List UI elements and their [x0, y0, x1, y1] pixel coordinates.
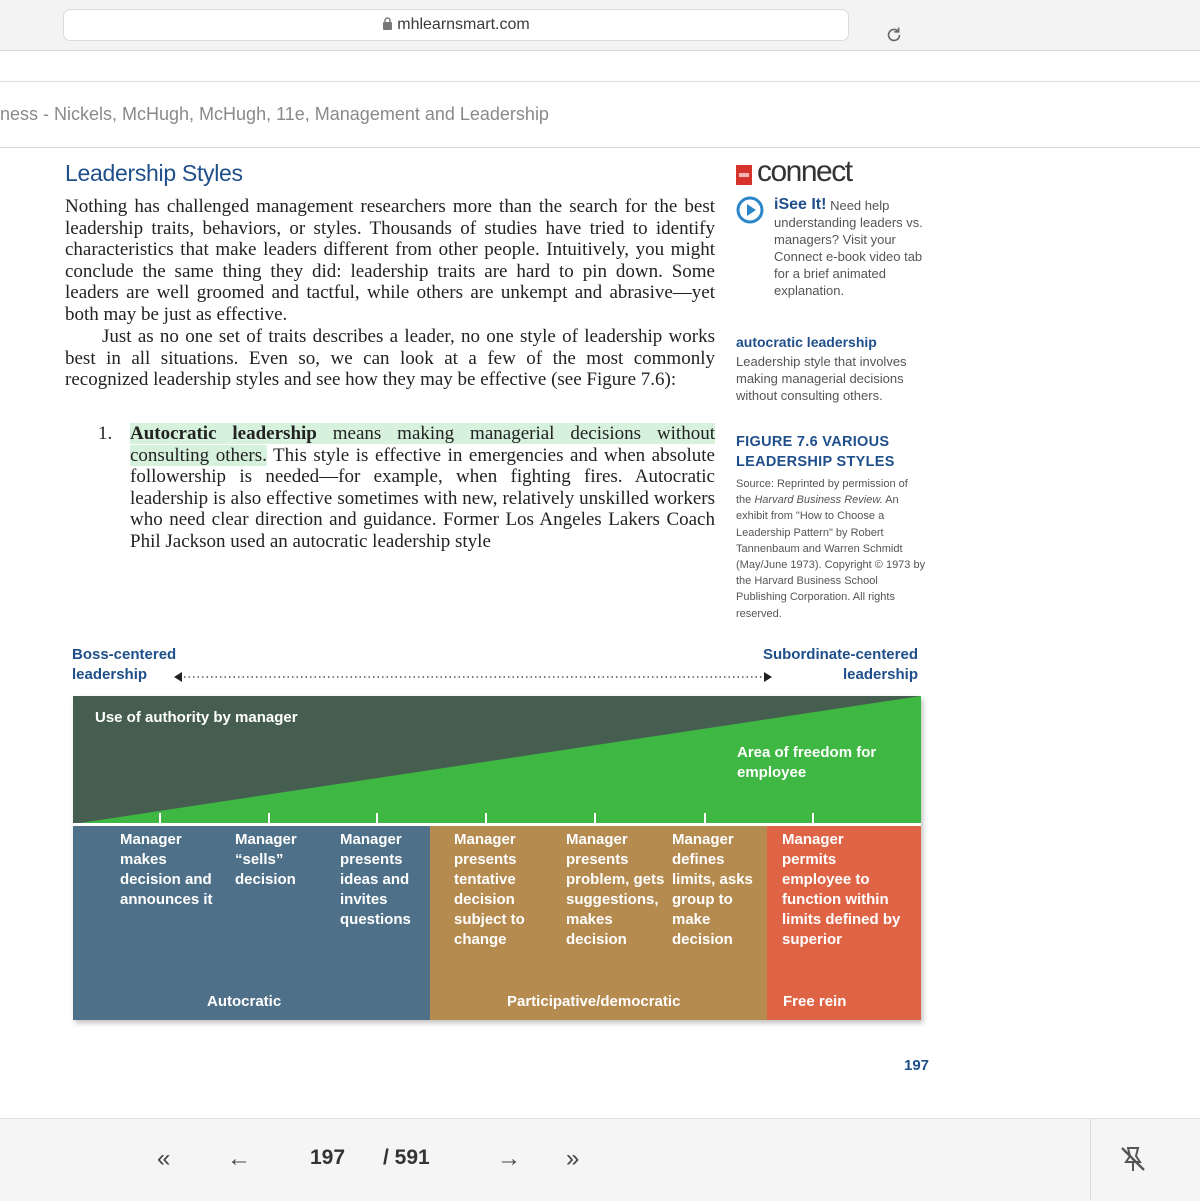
group-participative: Participative/democratic: [507, 993, 681, 1010]
section-heading: Leadership Styles: [65, 160, 243, 186]
leadership-continuum-diagram: [73, 696, 921, 1020]
toolbar-band: [0, 51, 1200, 82]
group-free-rein: Free rein: [783, 993, 847, 1010]
total-pages: / 591: [383, 1146, 430, 1169]
figure-title: FIGURE 7.6 VARIOUS LEADERSHIP STYLES: [736, 434, 895, 470]
group-autocratic: Autocratic: [207, 993, 282, 1010]
column-1: Manager makes decision and announces it: [120, 831, 213, 908]
play-icon[interactable]: [736, 196, 764, 224]
address-bar[interactable]: [64, 10, 848, 40]
last-page-button[interactable]: »: [566, 1145, 580, 1172]
header-divider: [0, 147, 1200, 148]
list-rest: This style is effective in emergencies and when absolute followership is needed—for example, when fighting fires. Autocratic leadership is also effective sometimes with new, relatively unskilled workers who need clear direction and guidance. Former Los Angeles Lakers Coach Phil Jackson used an autocratic leadership style: [130, 444, 715, 552]
source-text-a: Source: Reprinted by permission of the: [736, 478, 908, 507]
glossary-term: autocratic leadership: [736, 334, 877, 350]
column-4: Manager presents tentative decision subject to change: [454, 831, 525, 948]
list-number: 1.: [98, 423, 113, 444]
subordinate-centered-label: Subordinate-centered leadership: [762, 646, 918, 683]
continuum-arrow: [174, 670, 774, 684]
reload-icon[interactable]: [884, 25, 904, 45]
book-title: ness - Nickels, McHugh, McHugh, 11e, Management and Leadership: [0, 104, 549, 124]
first-page-button[interactable]: «: [157, 1145, 171, 1172]
column-5: Manager presents problem, gets suggestions, makes decision: [566, 831, 665, 948]
lock-icon: [382, 17, 393, 30]
highlighter-off-icon[interactable]: [1116, 1142, 1150, 1176]
mcgraw-hill-logo: [736, 165, 752, 185]
column-7: Manager permits employee to function within limits defined by superior: [782, 831, 901, 948]
source-text-italic: Harvard Business Review.: [754, 494, 883, 507]
isee-title: iSee It!: [774, 196, 827, 213]
boss-centered-label: Boss-centered leadership: [72, 646, 177, 683]
next-page-button[interactable]: →: [497, 1145, 521, 1172]
glossary-definition: Leadership style that involves making managerial decisions without consulting others.: [736, 354, 907, 403]
column-6: Manager defines limits, asks group to make decision: [672, 831, 753, 948]
column-3: Manager presents ideas and invites questions: [340, 831, 411, 928]
term-autocratic: Autocratic leadership: [130, 423, 317, 444]
connect-logo: connect: [757, 155, 852, 188]
source-text-b: An exhibit from "How to Choose a Leadership Pattern" by Robert Tannenbaum and Warren Schmidt (May/June 1973). Copyright © 1973 by the Harvard Business School Publishing Corporation. All rights reserved.: [736, 494, 926, 620]
list-item-autocratic: [130, 423, 715, 553]
previous-page-button[interactable]: ←: [227, 1145, 251, 1172]
url-text: mhlearnsmart.com: [397, 16, 530, 33]
pager-bar: [0, 1118, 1200, 1201]
column-2: Manager “sells” decision: [235, 831, 297, 888]
paragraph-1: Nothing has challenged management researchers more than the search for the best leadership traits, behaviors, or styles. Thousands of studies have tried to identify characteristics that make leaders different from other people. Intuitively, you might conclude the same thing they did: leadership traits are hard to pin down. Some leaders are well groomed and tactful, while others are unkempt and abrasive—yet both may be just as effective.: [65, 196, 715, 325]
paragraph-2: Just as no one set of traits describes a leader, no one style of leadership works best in all situations. Even so, we can look at a few of the most commonly recognized leadership styles and see how they may be effective (see Figure 7.6):: [65, 326, 715, 391]
isee-description: Need help understanding leaders vs. managers? Visit your Connect e-book video tab for a brief animated explanation.: [774, 198, 923, 298]
highlight-rest: means making managerial decisions without consulting others.: [130, 423, 715, 466]
page-number: 197: [904, 1057, 930, 1074]
freedom-label: Area of freedom for employee: [737, 744, 877, 781]
pager-divider: [1090, 1118, 1091, 1200]
authority-label: Use of authority by manager: [95, 709, 298, 726]
figure-source: [736, 476, 926, 622]
current-page-input[interactable]: 197: [310, 1146, 346, 1169]
